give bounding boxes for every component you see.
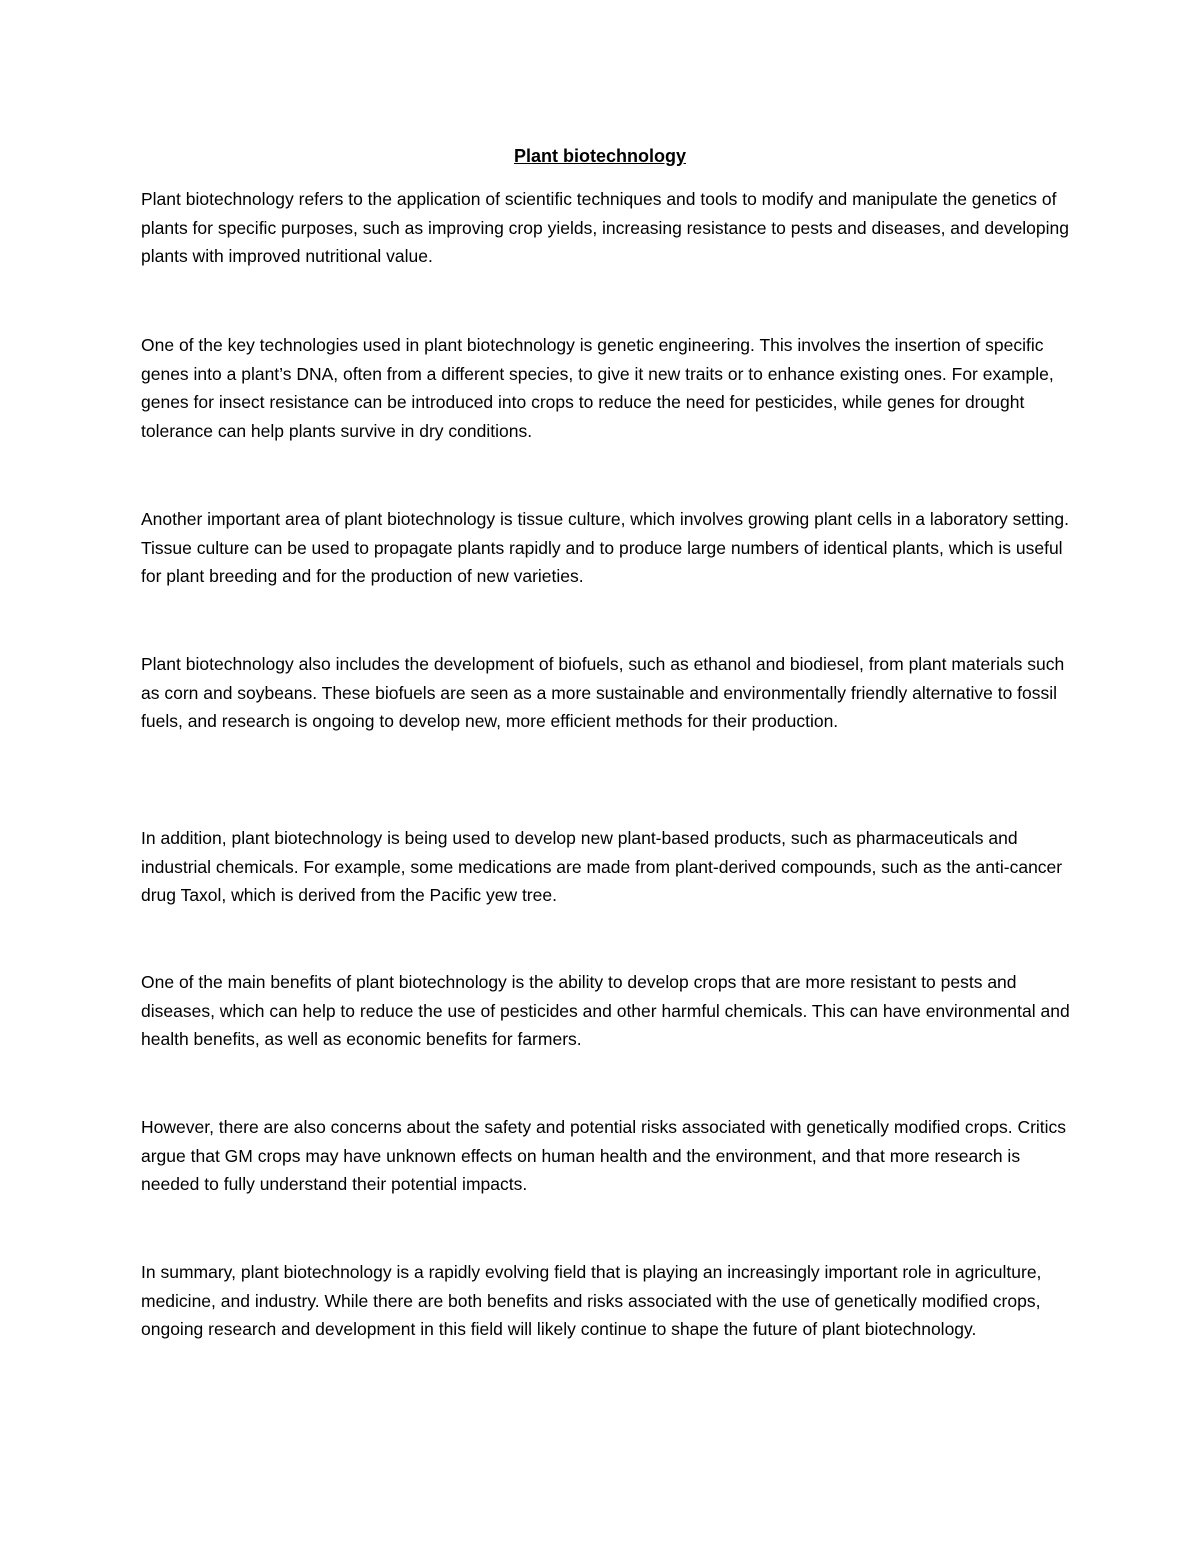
paragraph-3: Another important area of plant biotechnology is tissue culture, which involves growing plant cells in a laboratory setting. Tissue culture can be used to propagate plants rapidly and to produce large numbers of identical plants, which is useful for plant breeding and for the production of new varieties. <box>141 509 1070 586</box>
paragraph-4: Plant biotechnology also includes the development of biofuels, such as ethanol and biodiesel, from plant materials such as corn and soybeans. These biofuels are seen as a more sustainable and environmentally friendly alternative to fossil fuels, and research is ongoing to develop new, more efficient methods for their production. <box>141 654 1065 731</box>
paragraph-6: One of the main benefits of plant biotechnology is the ability to develop crops that are more resistant to pests and diseases, which can help to reduce the use of pesticides and other harmful chemicals. This can have environmental and health benefits, as well as economic benefits for farmers. <box>141 972 1070 1049</box>
document-title: Plant biotechnology <box>513 146 686 166</box>
paragraph-8: In summary, plant biotechnology is a rapidly evolving field that is playing an increasingly important role in agriculture, medicine, and industry. While there are both benefits and risks associated with the use of genetically modified crops, ongoing research and development in this field will likely continue to shape the future of plant biotechnology. <box>141 1262 1042 1339</box>
paragraph-1: Plant biotechnology refers to the application of scientific techniques and tools to modify and manipulate the genetics of plants for specific purposes, such as improving crop yields, increasing resistance to pests and diseases, and developing plants with improved nutritional value. <box>141 189 1070 266</box>
paragraph-5: In addition, plant biotechnology is being used to develop new plant-based products, such as pharmaceuticals and industrial chemicals. For example, some medications are made from plant-derived compounds, such as the anti-cancer drug Taxol, which is derived from the Pacific yew tree. <box>141 828 1063 905</box>
paragraph-7: However, there are also concerns about the safety and potential risks associated with genetically modified crops. Critics argue that GM crops may have unknown effects on human health and the environment, and that more research is needed to fully understand their potential impacts. <box>141 1117 1067 1194</box>
paragraph-2: One of the key technologies used in plant biotechnology is genetic engineering. This involves the insertion of specific genes into a plant’s DNA, often from a different species, to give it new traits or to enhance existing ones. For example, genes for insect resistance can be introduced into crops to reduce the need for pesticides, while genes for drought tolerance can help plants survive in dry conditions. <box>141 335 1054 441</box>
